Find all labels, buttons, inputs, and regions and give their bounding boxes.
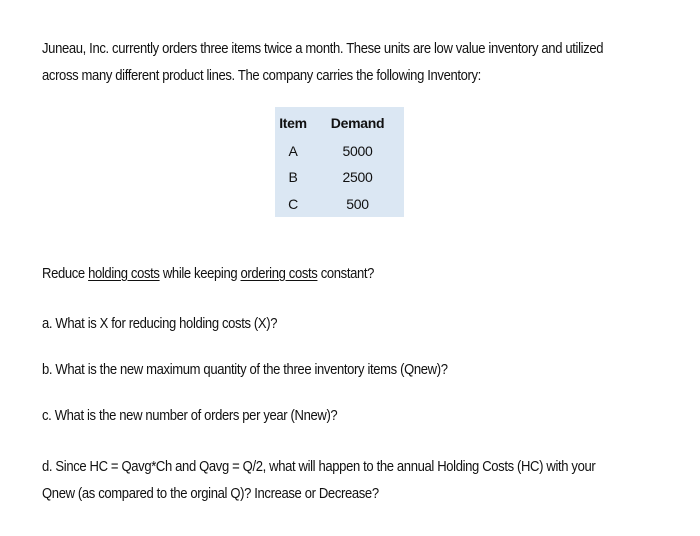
- demand-cell: 2500: [342, 169, 373, 186]
- main-question: [42, 266, 374, 282]
- intro-paragraph: [42, 36, 603, 90]
- part-d-question: [42, 454, 595, 508]
- question-middle: while keeping: [159, 266, 241, 282]
- part-d-line-1: d. Since HC = Qavg*Ch and Qavg = Q/2, what will happen to the annual Holding Costs (HC) with your: [42, 459, 596, 475]
- question-suffix: constant?: [317, 266, 375, 282]
- header-item: Item: [279, 114, 307, 131]
- part-a-question: a. What is X for reducing holding costs (X)?: [42, 316, 278, 332]
- intro-line-2: across many different product lines. The company carries the following Inventory:: [42, 68, 481, 84]
- item-cell: B: [288, 169, 298, 186]
- intro-line-1: Juneau, Inc. currently orders three items twice a month. These units are low value inventory and utilized: [42, 41, 604, 57]
- table-row: [275, 164, 404, 190]
- part-b-question: b. What is the new maximum quantity of the three inventory items (Qnew)?: [42, 362, 448, 378]
- holding-costs-term: holding costs: [88, 266, 160, 282]
- demand-cell: 500: [346, 195, 369, 212]
- table-row: [275, 191, 404, 217]
- question-prefix: Reduce: [42, 266, 89, 282]
- inventory-table-header: [275, 107, 404, 138]
- demand-cell: 5000: [342, 143, 373, 160]
- header-demand: Demand: [330, 114, 385, 131]
- inventory-table: [275, 107, 404, 217]
- part-c-question: c. What is the new number of orders per year (Nnew)?: [42, 408, 338, 424]
- ordering-costs-term: ordering costs: [240, 266, 318, 282]
- item-cell: A: [288, 143, 298, 160]
- table-row: [275, 138, 404, 164]
- item-cell: C: [288, 195, 298, 212]
- part-d-line-2: Qnew (as compared to the orginal Q)? Increase or Decrease?: [42, 486, 379, 502]
